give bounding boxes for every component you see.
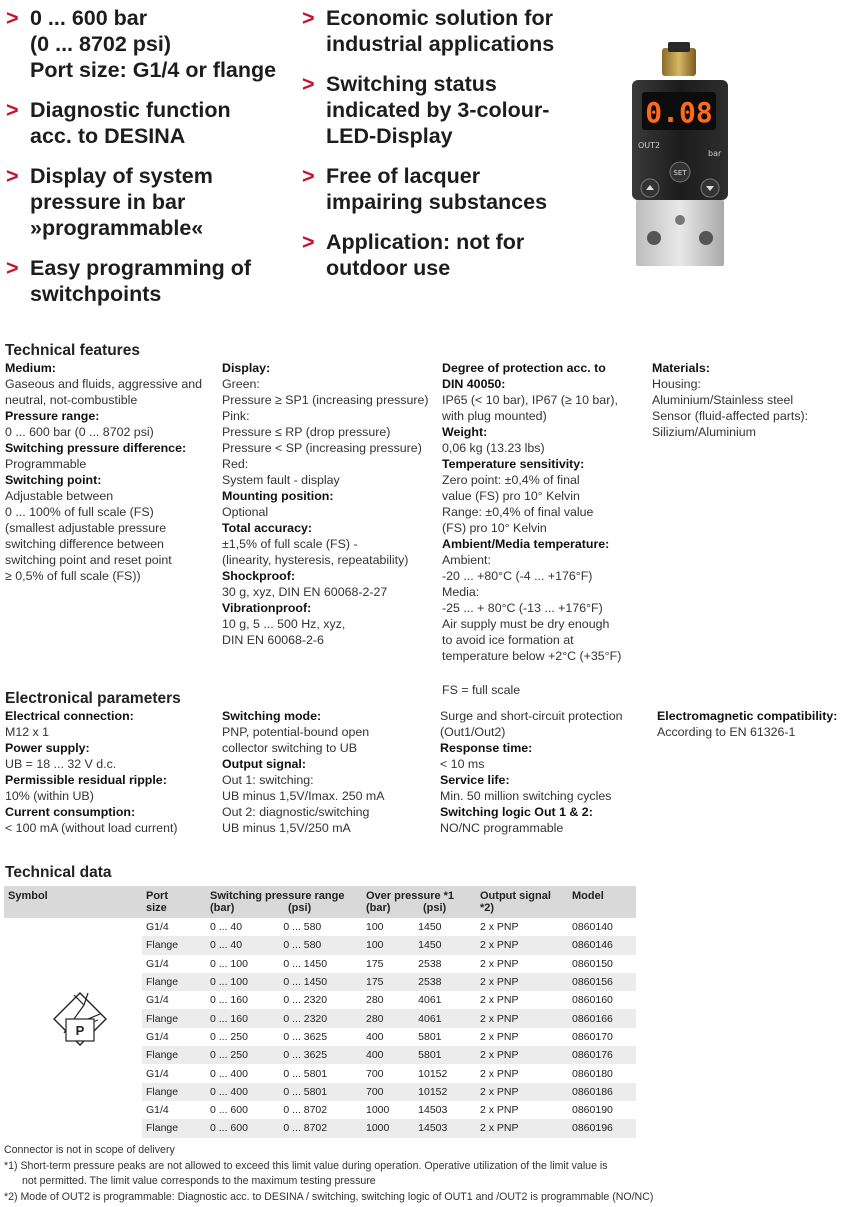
table-cell: 0 ... 5801 (283, 1067, 328, 1080)
spec-label: Mounting position: (222, 489, 334, 503)
chevron-right-icon: > (302, 72, 315, 96)
feature-bullets-left (6, 5, 296, 321)
spec-label: Pressure range: (5, 409, 100, 423)
note-1-cont: not permitted. The limit value corresponds to the maximum testing pressure (22, 1175, 376, 1187)
table-cell: 2538 (418, 957, 442, 970)
table-cell: 1450 (414, 936, 476, 954)
display-readout: 0.08 (645, 96, 713, 129)
table-cell: 14503 (414, 1119, 476, 1137)
feature-bullet (302, 163, 602, 215)
col-output-signal: Output signal *2) (476, 886, 568, 918)
feature-bullet-text: Application: not for outdoor use (326, 230, 525, 280)
table-cell: 0 ... 600 (210, 1104, 248, 1117)
table-cell: 0860146 (568, 936, 636, 954)
table-cell: 14503 (418, 1104, 448, 1117)
feature-bullets-right (302, 5, 602, 295)
table-cell: 5801 (418, 1030, 442, 1043)
table-cell: 2538 (414, 973, 476, 991)
table-cell: 400 (362, 1046, 414, 1064)
ep-column-4 (657, 708, 849, 740)
table-cell: G1/4 (146, 957, 169, 970)
chevron-right-icon: > (302, 230, 315, 254)
table-cell: 5801 (414, 1046, 476, 1064)
tf-column-2 (222, 360, 437, 648)
pressure-switch-product-image (622, 40, 738, 272)
table-cell: 100 (366, 921, 384, 934)
table-cell: 2 x PNP (480, 1067, 519, 1080)
table-cell: 175 (362, 973, 414, 991)
table-cell: 0860160 (572, 994, 613, 1007)
spec-value: 0 ... 600 bar (0 ... 8702 psi) (5, 425, 154, 439)
feature-bullet (302, 71, 602, 149)
spec-label: Switching mode: (222, 709, 322, 723)
table-cell: 0860186 (568, 1083, 636, 1101)
table-cell: 0860176 (568, 1046, 636, 1064)
spec-label: Vibrationproof: (222, 601, 312, 615)
table-cell: Flange (142, 973, 206, 991)
table-cell: 2 x PNP (480, 1030, 519, 1043)
table-header-row (4, 886, 636, 918)
spec-value: < 100 mA (without load current) (5, 821, 178, 835)
spec-value: Programmable (5, 457, 87, 471)
spec-label: Shockproof: (222, 569, 295, 583)
technical-features-title: Technical features (5, 342, 140, 359)
table-cell: Flange (142, 1083, 206, 1101)
table-cell: 0 ... 40 (210, 921, 243, 934)
table-cell: 400 (366, 1030, 384, 1043)
table-cell: 0 ... 600 (206, 1119, 279, 1137)
surge-protection-text: Surge and short-circuit protection (Out1/Out2) (440, 709, 623, 739)
svg-text:bar: bar (708, 149, 722, 158)
spec-value: Gaseous and fluids, aggressive and neutral, not-combustible (5, 377, 202, 407)
table-cell: 700 (362, 1083, 414, 1101)
spec-value: 10 g, 5 ... 500 Hz, xyz, DIN EN 60068-2-6 (222, 617, 346, 647)
technical-data-table (4, 886, 636, 1138)
chevron-right-icon: > (6, 6, 19, 30)
svg-text:SET: SET (673, 169, 687, 177)
spec-value: M12 x 1 (5, 725, 50, 739)
chevron-right-icon: > (6, 256, 19, 280)
chevron-right-icon: > (302, 164, 315, 188)
table-cell: 0 ... 100 (206, 973, 279, 991)
spec-value: UB = 18 ... 32 V d.c. (5, 757, 117, 771)
table-cell: 0 ... 400 (206, 1083, 279, 1101)
spec-label: Medium: (5, 361, 56, 375)
spec-value: Min. 50 million switching cycles (440, 789, 612, 803)
table-cell: 0 ... 3625 (283, 1030, 328, 1043)
chevron-right-icon: > (6, 98, 19, 122)
technical-data-title: Technical data (5, 864, 112, 881)
tf-column-4 (652, 360, 842, 440)
ep-column-1 (5, 708, 215, 836)
table-cell: Flange (142, 1046, 206, 1064)
table-cell: 175 (366, 957, 384, 970)
feature-bullet (302, 229, 602, 281)
table-cell: 0 ... 100 (210, 957, 248, 970)
spec-label: Electrical connection: (5, 709, 134, 723)
table-cell: Flange (142, 1119, 206, 1137)
table-cell: G1/4 (146, 1030, 169, 1043)
chevron-right-icon: > (6, 164, 19, 188)
feature-bullet (302, 5, 602, 57)
spec-value: IP65 (< 10 bar), IP67 (≥ 10 bar), with plug mounted) (442, 393, 618, 423)
spec-label: Permissible residual ripple: (5, 773, 167, 787)
table-cell: Flange (142, 1009, 206, 1027)
footnotes (4, 1143, 654, 1205)
table-cell: G1/4 (146, 1104, 169, 1117)
table-cell: 0860170 (572, 1030, 613, 1043)
spec-value: NO/NC programmable (440, 821, 564, 835)
table-cell: 0 ... 40 (206, 936, 279, 954)
table-cell: 2 x PNP (476, 1083, 568, 1101)
table-row (4, 918, 636, 936)
spec-label: Temperature sensitivity: (442, 457, 585, 471)
table-cell: 10152 (418, 1067, 448, 1080)
table-cell: G1/4 (146, 921, 169, 934)
spec-label: Electromagnetic compatibility: (657, 709, 838, 723)
note-2: *2) Mode of OUT2 is programmable: Diagnostic acc. to DESINA / switching, switching logic of OUT1 and /OUT2 is programmable (NO/NC) (4, 1190, 654, 1203)
feature-bullet-text: Easy programming of switchpoints (30, 256, 252, 306)
spec-label: Degree of protection acc. to DIN 40050: (442, 361, 606, 391)
feature-bullet-text: Economic solution for industrial applications (326, 6, 555, 56)
spec-label: Current consumption: (5, 805, 136, 819)
table-cell: 0 ... 250 (206, 1046, 279, 1064)
feature-bullet-text: Display of system pressure in bar »programmable« (30, 164, 213, 240)
table-cell: G1/4 (146, 994, 169, 1007)
table-cell: 0 ... 2320 (279, 1009, 362, 1027)
table-cell: 10152 (414, 1083, 476, 1101)
col-port-size: Port size (142, 886, 206, 918)
spec-value: According to EN 61326-1 (657, 725, 796, 739)
spec-value: 0,06 kg (13.23 lbs) (442, 441, 545, 455)
spec-value: Housing: Aluminium/Stainless steel Sensor (fluid-affected parts): Silizium/Aluminium (652, 377, 809, 439)
feature-bullet (6, 163, 296, 241)
col-model: Model (568, 886, 636, 918)
table-cell: 700 (366, 1067, 384, 1080)
table-cell: 0 ... 3625 (279, 1046, 362, 1064)
table-cell: 0 ... 400 (210, 1067, 248, 1080)
spec-value: Optional (222, 505, 269, 519)
table-cell: 1000 (366, 1104, 390, 1117)
table-cell: 2 x PNP (480, 1104, 519, 1117)
table-cell: 280 (366, 994, 384, 1007)
ep-column-3 (440, 708, 650, 836)
fs-note: FS = full scale (442, 683, 521, 697)
table-cell: 280 (362, 1009, 414, 1027)
chevron-right-icon: > (302, 6, 315, 30)
spec-label: Output signal: (222, 757, 306, 771)
spec-value: Adjustable between 0 ... 100% of full scale (FS) (smallest adjustable pressure switching difference between switching point and reset point ≥ 0,5% of full scale (FS)) (5, 489, 172, 583)
table-cell: 2 x PNP (480, 957, 519, 970)
spec-label: Materials: (652, 361, 710, 375)
table-cell: 2 x PNP (476, 1119, 568, 1137)
feature-bullet-text: Switching status indicated by 3-colour- LED-Display (326, 72, 550, 148)
feature-bullet-text: Free of lacquer impairing substances (326, 164, 548, 214)
table-cell: 2 x PNP (476, 936, 568, 954)
table-cell: 0 ... 580 (279, 936, 362, 954)
svg-text:P: P (75, 1022, 85, 1038)
table-cell: 100 (362, 936, 414, 954)
spec-label: Service life: (440, 773, 510, 787)
spec-value: Green: Pressure ≥ SP1 (increasing pressure) Pink: Pressure ≤ RP (drop pressure) Pressure < SP (increasing pressure) Red: System fault - display (222, 377, 429, 487)
feature-bullet-text: Diagnostic function acc. to DESINA (30, 98, 231, 148)
table-cell: 0 ... 250 (210, 1030, 248, 1043)
table-cell: 0 ... 1450 (279, 973, 362, 991)
table-cell: 2 x PNP (480, 921, 519, 934)
table-cell: 0 ... 8702 (283, 1104, 328, 1117)
table-cell: 0860166 (568, 1009, 636, 1027)
spec-label: Power supply: (5, 741, 90, 755)
pressure-switch-symbol (4, 918, 142, 1138)
spec-value: PNP, potential-bound open collector switching to UB (222, 725, 370, 755)
table-cell: 0860180 (572, 1067, 613, 1080)
note-1: *1) Short-term pressure peaks are not allowed to exceed this limit value during operation. Operative utilization of the limit value is (4, 1159, 608, 1172)
tf-column-1 (5, 360, 215, 584)
table-cell: 0860140 (572, 921, 613, 934)
table-cell: 2 x PNP (480, 994, 519, 1007)
note-connector: Connector is not in scope of delivery (4, 1144, 175, 1156)
spec-label: Switching point: (5, 473, 102, 487)
table-cell: G1/4 (146, 1067, 169, 1080)
table-cell: 0 ... 580 (283, 921, 322, 934)
spec-value: 30 g, xyz, DIN EN 60068-2-27 (222, 585, 388, 599)
spec-label: Weight: (442, 425, 488, 439)
table-cell: 0860150 (572, 957, 613, 970)
spec-value: ±1,5% of full scale (FS) - (linearity, hysteresis, repeatability) (222, 537, 409, 567)
feature-bullet (6, 255, 296, 307)
table-cell: 0 ... 160 (206, 1009, 279, 1027)
spec-value: 10% (within UB) (5, 789, 94, 803)
feature-bullet (6, 97, 296, 149)
table-cell: 4061 (418, 994, 442, 1007)
table-cell: 1000 (362, 1119, 414, 1137)
table-cell: 0 ... 160 (210, 994, 248, 1007)
table-cell: Flange (142, 936, 206, 954)
spec-label: Ambient/Media temperature: (442, 537, 610, 551)
tf-column-3 (442, 360, 647, 664)
feature-bullet (6, 5, 296, 83)
spec-label: Switching logic Out 1 & 2: (440, 805, 593, 819)
connector-nut (662, 48, 696, 76)
col-over-pressure: Over pressure *1 (bar) (psi) (362, 886, 476, 918)
spec-value: < 10 ms (440, 757, 485, 771)
table-cell: 0 ... 8702 (279, 1119, 362, 1137)
spec-label: Switching pressure difference: (5, 441, 187, 455)
table-cell: 1450 (418, 921, 442, 934)
electronical-parameters-title: Electronical parameters (5, 690, 181, 707)
table-cell: 2 x PNP (476, 973, 568, 991)
table-cell: 0860190 (572, 1104, 613, 1117)
spec-label: Response time: (440, 741, 533, 755)
feature-bullet-text: 0 ... 600 bar (0 ... 8702 psi) Port size: G1/4 or flange (30, 6, 277, 82)
table-cell: 0 ... 1450 (283, 957, 328, 970)
svg-text:OUT2: OUT2 (638, 141, 661, 150)
spec-label: Display: (222, 361, 271, 375)
table-cell: 0 ... 2320 (283, 994, 328, 1007)
spec-value: Out 1: switching: UB minus 1,5V/Imax. 250 mA Out 2: diagnostic/switching UB minus 1,5V/250 mA (222, 773, 385, 835)
table-cell: 0 ... 5801 (279, 1083, 362, 1101)
ep-column-2 (222, 708, 437, 836)
table-cell: 0860156 (568, 973, 636, 991)
pressure-switch-symbol-icon (8, 975, 138, 1075)
col-switching-range: Switching pressure range (bar) (psi) (206, 886, 362, 918)
table-cell: 2 x PNP (476, 1009, 568, 1027)
table-cell: 2 x PNP (476, 1046, 568, 1064)
spec-value: Ambient: -20 ... +80°C (-4 ... +176°F) Media: -25 ... + 80°C (-13 ... +176°F) Air supply must be dry enough to avoid ice formation at temperature below +2°C (+35°F) (442, 553, 622, 663)
table-cell: 0860196 (568, 1119, 636, 1137)
col-symbol: Symbol (4, 886, 142, 918)
table-cell: 4061 (414, 1009, 476, 1027)
spec-value: Zero point: ±0,4% of final value (FS) pro 10° Kelvin Range: ±0,4% of final value (FS) pro 10° Kelvin (442, 473, 594, 535)
spec-label: Total accuracy: (222, 521, 312, 535)
